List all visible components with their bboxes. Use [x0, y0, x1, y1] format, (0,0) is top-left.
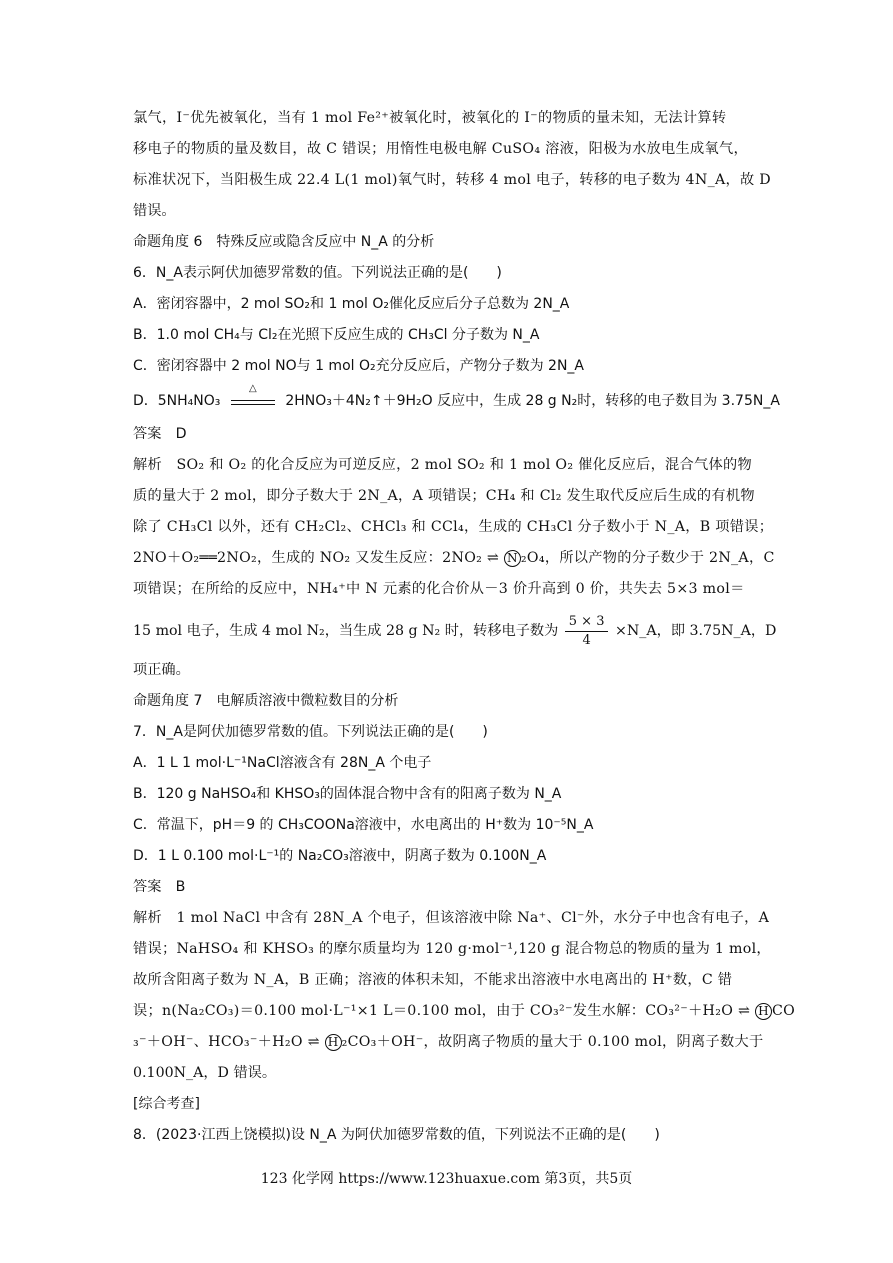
explanation-text: ×N_A，即 3.75N_A，D [615, 623, 777, 639]
question-stem: 8．(2023·江西上饶模拟)设 N_A 为阿伏加德罗常数的值，下列说法不正确的是( ) [133, 1127, 660, 1143]
fraction [565, 613, 609, 650]
explanation-line [133, 548, 775, 568]
explanation-line: 故所含阳离子数为 N_A，B 正确；溶液的体积未知，不能求出溶液中水电离出的 H⁺数，C 错 [133, 972, 733, 988]
explanation-line: 质的量大于 2 mol，即分子数大于 2N_A，A 项错误；CH₄ 和 Cl₂ 发生取代反应后生成的有机物 [133, 488, 755, 504]
option-b: B．120 g NaHSO₄和 KHSO₃的固体混合物中含有的阳离子数为 N_A [133, 786, 562, 802]
page-footer: 123 化学网 https://www.123huaxue.com 第3页，共5页 [260, 1171, 633, 1187]
explanation-text: 15 mol 电子，生成 4 mol N₂，当生成 28 g N₂ 时，转移电子数为 [133, 623, 559, 639]
circled-letter: H [325, 1034, 342, 1051]
option-d: D．1 L 0.100 mol·L⁻¹的 Na₂CO₃溶液中，阴离子数为 0.100N_A [133, 848, 547, 864]
option-b: B．1.0 mol CH₄与 Cl₂在光照下反应生成的 CH₃Cl 分子数为 N_A [133, 327, 540, 343]
explanation-line [133, 1001, 795, 1021]
fraction-numerator: 5 × 3 [565, 613, 609, 632]
text-line: 移电子的物质的量及数目，故 C 错误；用惰性电极电解 CuSO₄ 溶液，阳极为水放电生成氧气， [133, 141, 748, 157]
answer-line: 答案 D [133, 426, 187, 442]
equation-text: 2NO＋O₂══2NO₂，生成的 NO₂ 又发生反应：2NO₂ ⇌ [133, 550, 504, 566]
delta-icon: △ [249, 383, 257, 394]
section-heading: [综合考查] [133, 1096, 200, 1112]
explanation-line: 0.100N_A，D 错误。 [133, 1065, 277, 1081]
text-line: 氯气，I⁻优先被氧化，当有 1 mol Fe²⁺被氧化时，被氧化的 I⁻的物质的量未知，无法计算转 [133, 110, 727, 126]
option-a: A．1 L 1 mol·L⁻¹NaCl溶液含有 28N_A 个电子 [133, 755, 432, 771]
explanation-line: 错误；NaHSO₄ 和 KHSO₃ 的摩尔质量均为 120 g·mol⁻¹,120 g 混合物总的物质的量为 1 mol， [133, 941, 771, 957]
option-a: A．密闭容器中，2 mol SO₂和 1 mol O₂催化反应后分子总数为 2N_A [133, 296, 570, 312]
option-c: C．密闭容器中 2 mol NO与 1 mol O₂充分反应后，产物分子数为 2N_A [133, 358, 585, 374]
explanation-line: 解析 1 mol NaCl 中含有 28N_A 个电子，但该溶液中除 Na⁺、Cl⁻外，水分子中也含有电子，A [133, 910, 770, 926]
option-d-lhs: D．5NH₄NO₃ [133, 393, 221, 409]
explanation-text: 误；n(Na₂CO₃)＝0.100 mol·L⁻¹×1 L＝0.100 mol，由于 CO₃²⁻发生水解：CO₃²⁻＋H₂O ⇌ [133, 1003, 755, 1019]
answer-line: 答案 B [133, 879, 186, 895]
explanation-line: 除了 CH₃Cl 以外，还有 CH₂Cl₂、CHCl₃ 和 CCl₄，生成的 CH₃Cl 分子数小于 N_A，B 项错误； [133, 519, 774, 535]
question-stem: 6．N_A表示阿伏加德罗常数的值。下列说法正确的是( ) [133, 265, 502, 281]
option-d [133, 383, 780, 411]
text-line: 标准状况下，当阳极生成 22.4 L(1 mol)氧气时，转移 4 mol 电子，转移的电子数为 4N_A，故 D [133, 172, 771, 188]
fraction-denominator: 4 [582, 632, 591, 648]
section-heading: 命题角度 7 电解质溶液中微粒数目的分析 [133, 693, 399, 709]
circled-letter: H [755, 1003, 772, 1020]
section-heading: 命题角度 6 特殊反应或隐含反应中 N_A 的分析 [133, 234, 435, 250]
explanation-line [133, 612, 776, 650]
option-c: C．常温下，pH＝9 的 CH₃COONa溶液中，水电离出的 H⁺数为 10⁻⁵N_A [133, 817, 594, 833]
circled-letter: N [504, 550, 521, 567]
explanation-line [133, 1032, 763, 1052]
double-bar [231, 400, 275, 405]
equation-text: ₂O₄，所以产物的分子数少于 2N_A，C [520, 550, 775, 566]
explanation-text: ₃⁻＋OH⁻、HCO₃⁻＋H₂O ⇌ [133, 1034, 325, 1050]
explanation-line: 项错误；在所给的反应中，NH₄⁺中 N 元素的化合价从－3 价升高到 0 价，共失去 5×3 mol＝ [133, 581, 745, 597]
explanation-line: 项正确。 [133, 662, 190, 678]
explanation-text: CO [771, 1003, 796, 1019]
text-line: 错误。 [133, 203, 176, 219]
option-d-rhs: 2HNO₃＋4N₂↑＋9H₂O 反应中，生成 28 g N₂时，转移的电子数目为 3.75N_A [285, 393, 780, 409]
question-stem: 7．N_A是阿伏加德罗常数的值。下列说法正确的是( ) [133, 724, 488, 740]
heating-equals-sign [231, 383, 275, 405]
explanation-text: ₂CO₃＋OH⁻，故阴离子物质的量大于 0.100 mol，阴离子数大于 [341, 1034, 764, 1050]
explanation-line: 解析 SO₂ 和 O₂ 的化合反应为可逆反应，2 mol SO₂ 和 1 mol O₂ 催化反应后，混合气体的物 [133, 457, 752, 473]
